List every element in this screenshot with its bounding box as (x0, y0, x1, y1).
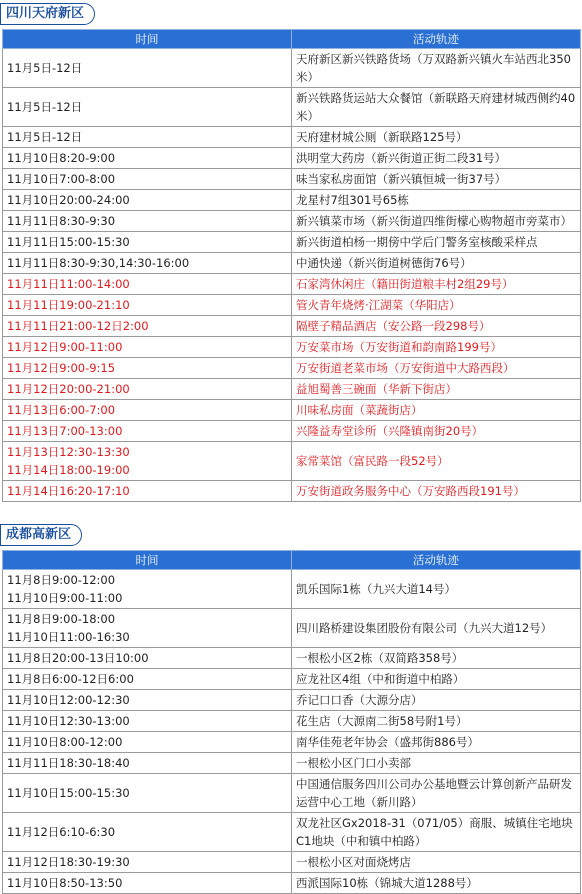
section-title-bar (0, 524, 582, 550)
time-line: 11月11日8:30-9:30,14:30-16:00 (7, 256, 190, 270)
time-line: 11月10日20:00-24:00 (7, 193, 130, 207)
cell-place: 花生店（大源南二街58号附1号） (292, 711, 581, 732)
cell-place: 应龙社区4组（中和街道中柏路） (292, 669, 581, 690)
cell-place: 洪明堂大药房（新兴街道正街二段31号） (292, 148, 581, 169)
header-trajectory: 活动轨迹 (292, 30, 581, 49)
table-row (3, 253, 581, 274)
cell-place: 南华佳苑老年协会（盛邦街886号） (292, 732, 581, 753)
time-line: 11月11日21:00-12日2:00 (7, 319, 149, 333)
time-line: 11月10日8:00-12:00 (7, 735, 123, 749)
time-line: 11月10日11:00-16:30 (7, 630, 130, 644)
time-line: 11月10日12:30-13:00 (7, 714, 130, 728)
cell-place: 凯乐国际1栋（九兴大道14号） (292, 570, 581, 609)
cell-place: 乔记口口香（大源分店） (292, 690, 581, 711)
cell-time (3, 421, 292, 442)
cell-place: 四川路桥建设集团股份有限公司（九兴大道12号） (292, 609, 581, 648)
trajectory-table (2, 29, 581, 502)
cell-place: 一根松小区2栋（双简路358号） (292, 648, 581, 669)
cell-place: 新兴镇菜市场（新兴街道四维街檬心购物超市旁菜市） (292, 211, 581, 232)
cell-time (3, 481, 292, 502)
time-line: 11月12日6:10-6:30 (7, 825, 116, 839)
time-line: 11月11日8:30-9:30 (7, 214, 116, 228)
table-row (3, 442, 581, 481)
time-line: 11月8日9:00-12:00 (7, 573, 116, 587)
time-line: 11月13日12:30-13:30 (7, 445, 130, 459)
cell-time (3, 609, 292, 648)
cell-place: 天府建材城公厕（新联路125号） (292, 127, 581, 148)
table-row (3, 211, 581, 232)
cell-time (3, 442, 292, 481)
cell-time (3, 190, 292, 211)
cell-place: 兴隆益寿堂诊所（兴隆镇南街20号） (292, 421, 581, 442)
cell-time (3, 690, 292, 711)
cell-time (3, 852, 292, 873)
cell-time (3, 316, 292, 337)
table-row (3, 669, 581, 690)
header-time: 时间 (3, 551, 292, 570)
table-row (3, 852, 581, 873)
table-row (3, 49, 581, 88)
cell-time (3, 400, 292, 421)
table-row (3, 232, 581, 253)
table-row (3, 711, 581, 732)
table-row (3, 813, 581, 852)
cell-place: 中通快递（新兴街道树德街76号） (292, 253, 581, 274)
table-row (3, 570, 581, 609)
cell-place: 新兴铁路货运站大众餐馆（新联路天府建材城西侧约40米） (292, 88, 581, 127)
section-title: 四川天府新区 (0, 3, 95, 25)
cell-time (3, 774, 292, 813)
cell-place: 川味私房面（菜蔬街店） (292, 400, 581, 421)
table-header-row (3, 30, 581, 49)
time-line: 11月11日11:00-14:00 (7, 277, 130, 291)
cell-place: 万安菜市场（万安街道和韵南路199号） (292, 337, 581, 358)
table-row (3, 148, 581, 169)
table-row (3, 337, 581, 358)
header-time: 时间 (3, 30, 292, 49)
time-line: 11月8日6:00-12日6:00 (7, 672, 134, 686)
table-row (3, 169, 581, 190)
time-line: 11月10日12:00-12:30 (7, 693, 130, 707)
cell-time (3, 570, 292, 609)
cell-place: 石家湾休闲庄（籍田街道粮丰村2组29号） (292, 274, 581, 295)
cell-place: 西派国际10栋（锦城大道1288号） (292, 873, 581, 894)
cell-place: 万安街道政务服务中心（万安路西段191号） (292, 481, 581, 502)
cell-time (3, 669, 292, 690)
cell-time (3, 732, 292, 753)
cell-time (3, 169, 292, 190)
cell-place: 双龙社区Gx2018-31（071/05）商服、城镇住宅地块C1地块（中和镇中柏路） (292, 813, 581, 852)
cell-time (3, 253, 292, 274)
cell-place: 一根松小区对面烧烤店 (292, 852, 581, 873)
cell-place: 家常菜馆（富民路一段52号） (292, 442, 581, 481)
table-row (3, 753, 581, 774)
time-line: 11月11日15:00-15:30 (7, 235, 130, 249)
cell-time (3, 49, 292, 88)
time-line: 11月12日9:00-9:15 (7, 361, 116, 375)
time-line: 11月8日20:00-13日10:00 (7, 651, 149, 665)
time-line: 11月12日20:00-21:00 (7, 382, 130, 396)
cell-place: 益旭蜀善三碗面（华新下街店） (292, 379, 581, 400)
cell-time (3, 211, 292, 232)
time-line: 11月10日15:00-15:30 (7, 786, 130, 800)
section-title-bar (0, 3, 582, 29)
cell-time (3, 648, 292, 669)
table-row (3, 127, 581, 148)
time-line: 11月14日18:00-19:00 (7, 463, 130, 477)
table-row (3, 873, 581, 894)
cell-place: 味当家私房面馆（新兴镇恒城一街37号） (292, 169, 581, 190)
table-row (3, 648, 581, 669)
table-row (3, 732, 581, 753)
time-line: 11月5日-12日 (7, 130, 83, 144)
section-gaoxin (0, 524, 582, 894)
header-trajectory: 活动轨迹 (292, 551, 581, 570)
cell-place: 中国通信服务四川公司办公基地暨云计算创新产品研发运营中心工地（新川路） (292, 774, 581, 813)
table-header-row (3, 551, 581, 570)
time-line: 11月5日-12日 (7, 61, 83, 75)
table-row (3, 379, 581, 400)
cell-time (3, 127, 292, 148)
cell-time (3, 295, 292, 316)
table-row (3, 88, 581, 127)
time-line: 11月11日19:00-21:10 (7, 298, 130, 312)
time-line: 11月12日9:00-11:00 (7, 340, 123, 354)
table-row (3, 190, 581, 211)
cell-time (3, 88, 292, 127)
cell-place: 万安街道老菜市场（万安街道中大路西段） (292, 358, 581, 379)
table-row (3, 774, 581, 813)
table-row (3, 400, 581, 421)
time-line: 11月13日7:00-13:00 (7, 424, 123, 438)
cell-time (3, 711, 292, 732)
cell-time (3, 358, 292, 379)
cell-time (3, 813, 292, 852)
time-line: 11月13日6:00-7:00 (7, 403, 116, 417)
cell-place: 天府新区新兴铁路货场（万双路新兴镇火车站西北350米） (292, 49, 581, 88)
time-line: 11月12日18:30-19:30 (7, 855, 130, 869)
cell-time (3, 753, 292, 774)
cell-time (3, 873, 292, 894)
trajectory-table (2, 550, 581, 894)
table-row (3, 358, 581, 379)
section-tianfu (0, 3, 582, 502)
table-row (3, 609, 581, 648)
table-row (3, 274, 581, 295)
table-row (3, 295, 581, 316)
cell-time (3, 379, 292, 400)
cell-time (3, 148, 292, 169)
cell-place: 管火青年烧烤·江湖菜（华阳店） (292, 295, 581, 316)
time-line: 11月10日8:50-13:50 (7, 876, 123, 890)
table-row (3, 690, 581, 711)
cell-place: 隔壁子精品酒店（安公路一段298号） (292, 316, 581, 337)
time-line: 11月10日8:20-9:00 (7, 151, 116, 165)
cell-time (3, 274, 292, 295)
time-line: 11月5日-12日 (7, 100, 83, 114)
cell-time (3, 337, 292, 358)
table-row (3, 421, 581, 442)
section-title: 成都高新区 (0, 524, 82, 546)
cell-place: 一根松小区门口小卖部 (292, 753, 581, 774)
table-row (3, 316, 581, 337)
time-line: 11月14日16:20-17:10 (7, 484, 130, 498)
time-line: 11月8日9:00-18:00 (7, 612, 116, 626)
time-line: 11月10日7:00-8:00 (7, 172, 116, 186)
time-line: 11月10日9:00-11:00 (7, 591, 123, 605)
cell-place: 新兴街道柏杨一期傍中学后门警务室核酸采样点 (292, 232, 581, 253)
cell-time (3, 232, 292, 253)
cell-place: 龙星村7组301号65栋 (292, 190, 581, 211)
time-line: 11月11日18:30-18:40 (7, 756, 130, 770)
table-row (3, 481, 581, 502)
